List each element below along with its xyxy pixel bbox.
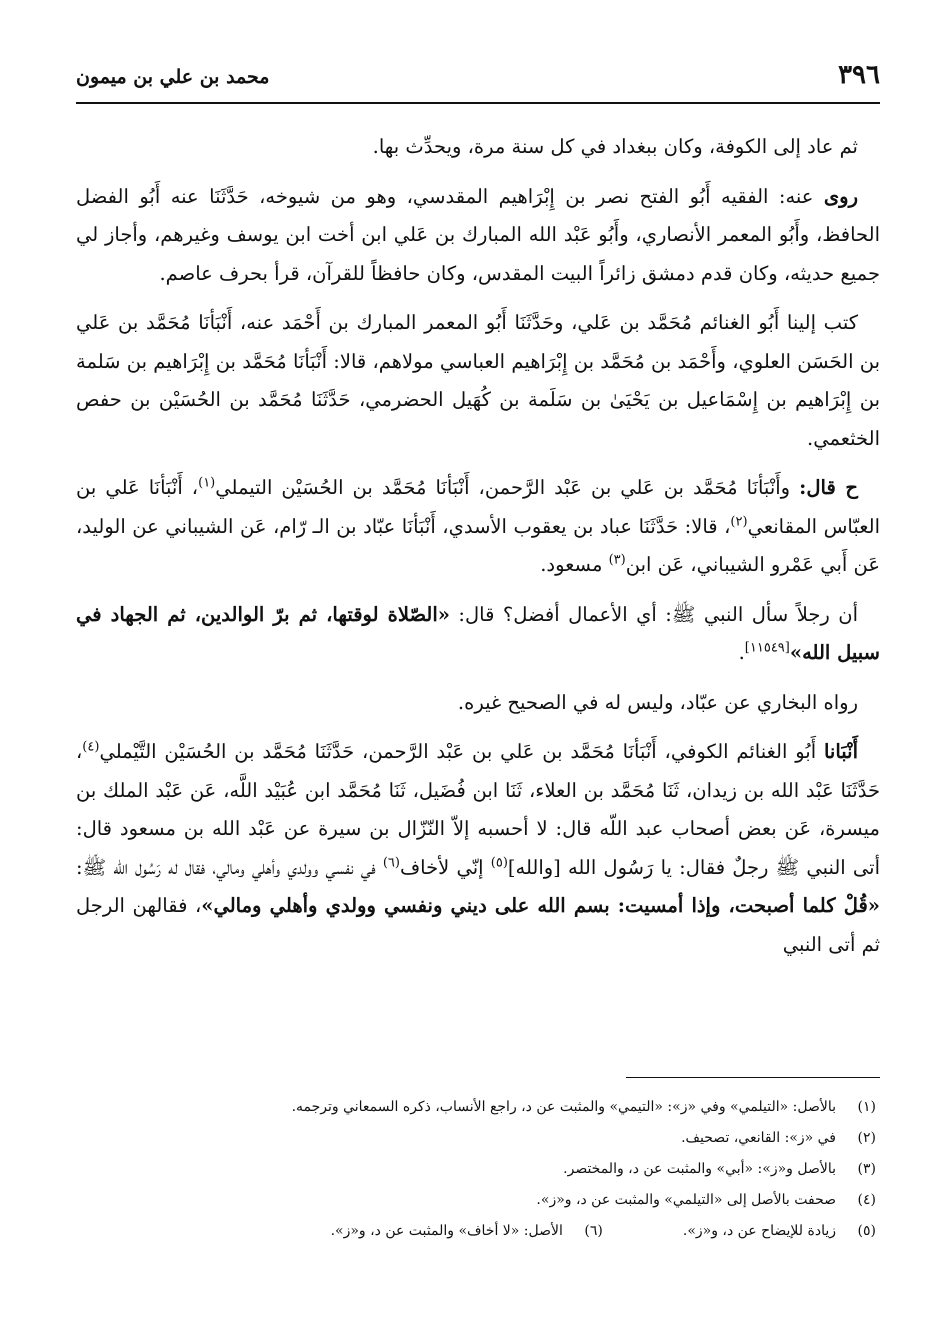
- paragraph-4-text-d: مسعود.: [540, 553, 609, 576]
- page-header: [76, 58, 880, 98]
- paragraph-7: [76, 733, 880, 964]
- footnote-number: (٣): [857, 1161, 876, 1177]
- footnote-row-5-6: [76, 1216, 876, 1247]
- footnote-marker-1[interactable]: (١): [198, 475, 216, 491]
- footnote-marker-2[interactable]: (٢): [730, 514, 748, 529]
- footnote-number: (٢): [857, 1130, 876, 1146]
- footnote-5: [683, 1216, 876, 1247]
- main-text: [76, 128, 880, 975]
- footnote-number: (٤): [857, 1192, 876, 1208]
- paragraph-4: [76, 469, 880, 585]
- paragraph-4-text-c: ، قالا: حَدَّثَنَا عباد بن يعقوب الأسدي، أَنْبَأنَا عبّاد بن الـ رّام، عَن الشيباني عن الوليد، عَن أَبي عَمْرو الشيباني، عَن ابن: [76, 514, 880, 576]
- paragraph-1: [76, 128, 880, 167]
- footnote-1: [76, 1092, 876, 1123]
- footnote-text: بالأصل: «التيلمي» وفي «ز»: «التيمي» والمثبت عن د، راجع الأنساب، ذكره السمعاني وترجمه.: [291, 1099, 836, 1115]
- footnote-text: زيادة للإيضاح عن د، و«ز».: [682, 1223, 836, 1239]
- footnote-rule: [626, 1077, 880, 1078]
- footnote-marker-3[interactable]: (٣): [608, 552, 626, 568]
- paragraph-2-text: عنه: الفقيه أَبُو الفتح نصر بن إِبْرَاهيم المقدسي، وهو من شيوخه، حَدَّثَنَا عنه أَبُو الفضل الحافظ، وأَبُو المعمر الأنصاري، وأَبُو عَبْد الله المبارك بن عَلي ابن أخت ابن يوسف وغيرهم، وأجاز لي جميع حديثه، وكان قدم دمشق زائراً البيت المقدس، وكان حافظاً للقرآن، قرأ بحرف عاصم.: [76, 184, 880, 285]
- footnote-marker-6[interactable]: (٦): [382, 855, 400, 870]
- paragraph-6-text: رواه البخاري عن عبّاد، وليس له في الصحيح غيره.: [457, 690, 858, 714]
- footnote-number: (١): [857, 1099, 876, 1115]
- paragraph-4-lead: ح قال:: [799, 476, 858, 499]
- paragraph-1-text: ثم عاد إلى الكوفة، وكان ببغداد في كل سنة مرة، ويحدِّث بها.: [372, 135, 858, 158]
- paragraph-4-text-a: وأَنْبَأنَا مُحَمَّد بن عَلي بن عَبْد الرَّحمن، أَنْبَأنَا مُحَمَّد بن الحُسَيْن التيملي: [215, 476, 800, 499]
- header-rule: [76, 102, 880, 104]
- paragraph-7-text-b: ، حَدَّثَنَا عَبْد الله بن زيدان، ثَنَا مُحَمَّد بن العلاء، ثَنَا ابن فُضَيل، ثَنَا مُحَمَّد ابن عُبَيْد اللَّه، عَن عَبْد الملك بن ميسرة، عَن بعض أصحاب عبد اللّه قال: لا أحسبه إلاّ النّزّال بن سيرة عن عَبْد الله بن مسعود قال: أتى النبي ﷺ رجلٌ فقال: يا رَسُول الله [والله]: [76, 740, 881, 879]
- paragraph-5-end: .: [738, 641, 745, 664]
- paragraph-7-text-e: ، فقالهن الرجل ثم أتى النبي: [76, 894, 880, 956]
- footnote-2: [76, 1123, 876, 1154]
- paragraph-7-text-a: أَبُو الغنائم الكوفي، أَنْبَأنَا مُحَمَّد بن عَلي بن عَبْد الرَّحمن، حَدَّثَنَا مُحَمَّد بن الحُسَيْن التَّيْملي: [99, 740, 824, 763]
- footnote-4: [76, 1185, 876, 1216]
- paragraph-4-text-b: ، أَنْبَأنَا عَلي بن العبّاس المقانعي: [76, 476, 881, 538]
- paragraph-5-text: أن رجلاً سأل النبي ﷺ: أي الأعمال أفضل؟ قال:: [449, 602, 859, 626]
- hadith-text-2: «قُلْ كلما أصبحت، وإذا أمسيت: بسم الله على ديني ونفسي وولدي وأهلي ومالي»: [201, 894, 880, 917]
- footnote-text: صحفت بالأصل إلى «التيلمي» والمثبت عن د، و«ز».: [536, 1192, 836, 1208]
- paragraph-2: [76, 178, 880, 294]
- paragraph-5: [76, 596, 880, 673]
- hadith-number: [١١٥٤٩]: [744, 640, 790, 656]
- paragraph-7-text-d: في نفسي وولدي وأهلي ومالي، فقال له رَسُول الله ﷺ:: [76, 855, 383, 879]
- paragraph-2-lead: روى: [823, 184, 858, 208]
- running-title: محمد بن علي بن ميمون: [76, 66, 270, 88]
- hadith-text: «الصّلاة لوقتها، ثم برّ الوالدين، ثم الجهاد في سبيل الله»: [76, 602, 880, 664]
- footnote-marker-4[interactable]: (٤): [82, 739, 100, 755]
- footnote-marker-5[interactable]: (٥): [490, 855, 508, 870]
- footnote-text: في «ز»: القانعي، تصحيف.: [681, 1130, 836, 1146]
- paragraph-7-text-c: إنّي لأخاف: [399, 855, 491, 879]
- footnote-text: بالأصل و«ز»: «أبي» والمثبت عن د، والمختصر.: [563, 1161, 836, 1177]
- footnote-number: (٥): [857, 1223, 876, 1239]
- footnotes: [76, 1092, 876, 1247]
- page-number: ٣٩٦: [838, 60, 880, 90]
- footnote-number: (٦): [584, 1223, 603, 1239]
- footnote-3: [76, 1154, 876, 1185]
- paragraph-3-text: كتب إلينا أَبُو الغنائم مُحَمَّد بن عَلي، وحَدَّثَنَا أَبُو المعمر المبارك بن أَحْمَد عنه، أَنْبَأنَا مُحَمَّد بن عَلي بن الحَسَن العلوي، وأَحْمَد بن مُحَمَّد بن إِبْرَاهيم العباسي مولاهم، قالا: أَنْبَأنَا مُحَمَّد بن إِبْرَاهيم بن سَلمة بن إِبْرَاهيم بن إِسْمَاعيل بن يَحْيَىٰ بن سَلَمة بن كُهَيل الحضرمي، حَدَّثَنَا مُحَمَّد بن الحُسَيْن بن حفص الخثعمي.: [76, 311, 880, 450]
- footnote-6: [331, 1216, 603, 1247]
- paragraph-6: [76, 684, 880, 723]
- paragraph-3: [76, 304, 880, 458]
- footnote-text: الأصل: «لا أخاف» والمثبت عن د، و«ز».: [330, 1223, 563, 1239]
- paragraph-7-lead: أَنْبَانا: [823, 740, 858, 763]
